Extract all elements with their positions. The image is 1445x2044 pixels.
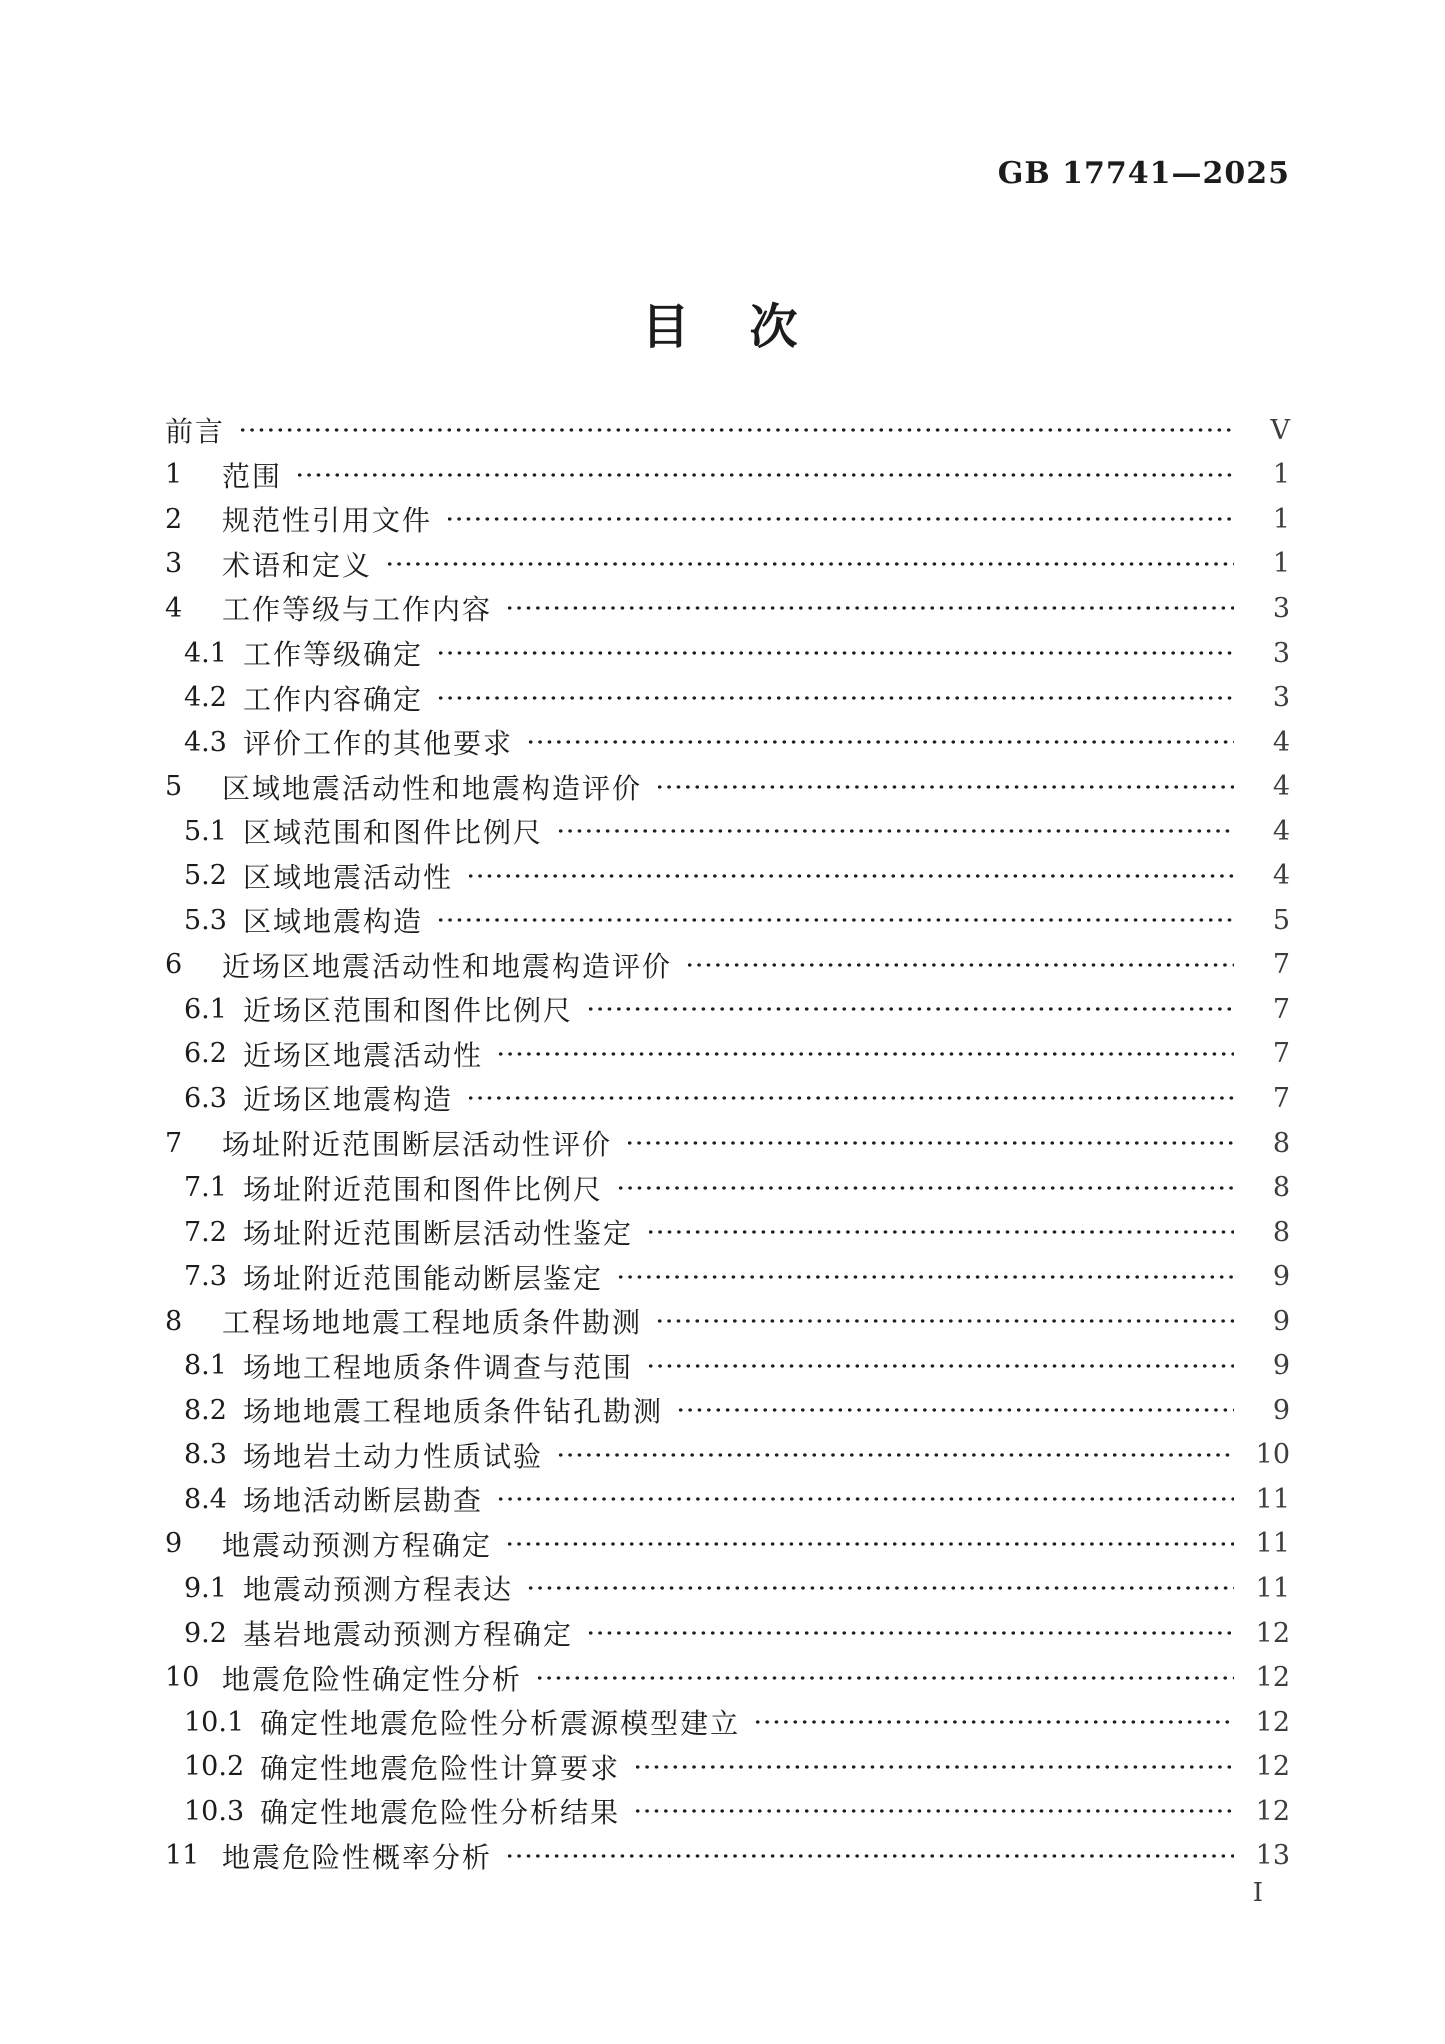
toc-entry-number: 4.1 xyxy=(184,637,227,669)
toc-entry-label: 规范性引用文件 xyxy=(222,504,433,538)
toc-entry-label: 场址附近范围断层活动性评价 xyxy=(222,1128,613,1162)
toc-entry xyxy=(165,1477,1290,1522)
toc-entry-number: 10.1 xyxy=(184,1706,245,1738)
toc-entry-page: 3 xyxy=(1272,637,1290,669)
toc-entry-number: 3 xyxy=(165,548,183,580)
toc-entry-label: 区域地震构造 xyxy=(242,905,423,939)
toc-entry xyxy=(165,1388,1290,1433)
toc-entry xyxy=(165,453,1290,498)
dot-leader xyxy=(753,1719,1234,1725)
toc-entry-page: 7 xyxy=(1272,1082,1290,1114)
toc-entry-number: 4.3 xyxy=(184,726,227,758)
toc-entry-page: 9 xyxy=(1272,1261,1290,1293)
toc-entry-label: 场地地震工程地质条件钻孔勘测 xyxy=(242,1395,663,1429)
toc-entry xyxy=(165,586,1290,631)
toc-entry-page: 12 xyxy=(1255,1751,1290,1783)
toc-entry xyxy=(165,987,1290,1032)
page-number: I xyxy=(1252,1878,1263,1908)
toc-entry xyxy=(165,1165,1290,1210)
toc-entry-page: 1 xyxy=(1272,548,1290,580)
toc-entry-number: 4 xyxy=(165,592,183,624)
toc-entry-label: 区域地震活动性 xyxy=(242,860,453,894)
toc-entry-label: 确定性地震危险性计算要求 xyxy=(260,1751,621,1785)
toc-entry-label: 地震危险性确定性分析 xyxy=(222,1662,523,1696)
toc-entry xyxy=(165,1121,1290,1166)
toc-entry-page: 1 xyxy=(1272,503,1290,535)
toc-entry xyxy=(165,1655,1290,1700)
toc-entry-label: 范围 xyxy=(222,459,283,493)
dot-leader xyxy=(625,1140,1234,1146)
toc-entry-label: 评价工作的其他要求 xyxy=(242,727,513,761)
dot-leader xyxy=(385,561,1234,567)
toc-entry-page: 9 xyxy=(1272,1305,1290,1337)
dot-leader xyxy=(586,1630,1234,1636)
dot-leader xyxy=(505,605,1234,611)
toc-entry-page: 12 xyxy=(1255,1617,1290,1649)
toc-entry xyxy=(165,1566,1290,1611)
toc-entry-page: 12 xyxy=(1255,1662,1290,1694)
toc-entry-number: 11 xyxy=(165,1840,200,1872)
toc-entry-page: 3 xyxy=(1272,592,1290,624)
toc-entry-page: 12 xyxy=(1255,1706,1290,1738)
toc-entry-number: 8.1 xyxy=(184,1350,227,1382)
toc-entry xyxy=(165,1611,1290,1656)
toc-entry-page: 4 xyxy=(1272,726,1290,758)
toc-entry xyxy=(165,809,1290,854)
toc-entry xyxy=(165,1032,1290,1077)
dot-leader xyxy=(526,739,1234,745)
toc-entry xyxy=(165,1744,1290,1789)
dot-leader xyxy=(556,1452,1234,1458)
toc-entry xyxy=(165,1834,1290,1879)
toc-entry-page: 8 xyxy=(1272,1127,1290,1159)
toc-entry-page: 4 xyxy=(1272,815,1290,847)
toc-entry-page: 9 xyxy=(1272,1350,1290,1382)
toc-entry-page: 12 xyxy=(1255,1795,1290,1827)
toc-entry-label: 前言 xyxy=(165,415,226,449)
dot-leader xyxy=(496,1496,1234,1502)
toc-entry-label: 地震动预测方程表达 xyxy=(242,1573,513,1607)
dot-leader xyxy=(616,1274,1234,1280)
toc-entry-page: 4 xyxy=(1272,860,1290,892)
toc-entry xyxy=(165,1210,1290,1255)
toc-entry-number: 5.3 xyxy=(184,904,227,936)
toc-entry-label: 工作等级确定 xyxy=(242,638,423,671)
toc-entry-label: 基岩地震动预测方程确定 xyxy=(242,1618,573,1652)
toc-entry-page: 3 xyxy=(1272,682,1290,714)
toc-entry-number: 5.2 xyxy=(184,860,227,892)
toc-entry-label: 工程场地地震工程地质条件勘测 xyxy=(222,1306,643,1340)
toc-entry-label: 场址附近范围断层活动性鉴定 xyxy=(242,1217,633,1251)
toc-entry xyxy=(165,1254,1290,1299)
toc-entry-label: 近场区地震活动性 xyxy=(242,1038,483,1072)
toc-entry-number: 5.1 xyxy=(184,815,227,847)
dot-leader xyxy=(586,1006,1234,1012)
toc-entry xyxy=(165,943,1290,988)
toc-entry-number: 4.2 xyxy=(184,682,227,714)
toc-entry-number: 6 xyxy=(165,949,183,981)
toc-entry-number: 10.2 xyxy=(184,1751,245,1783)
toc-entry-number: 7.1 xyxy=(184,1172,227,1204)
dot-leader xyxy=(496,1051,1234,1057)
toc-entry xyxy=(165,675,1290,720)
toc-entry-number: 6.2 xyxy=(184,1038,227,1070)
toc-entry-page: 5 xyxy=(1272,904,1290,936)
toc-entry xyxy=(165,898,1290,943)
dot-leader xyxy=(466,873,1234,879)
toc-entry xyxy=(165,853,1290,898)
dot-leader xyxy=(505,1853,1234,1859)
toc-entry-number: 9.2 xyxy=(184,1617,227,1649)
toc-entry-number: 6.3 xyxy=(184,1082,227,1114)
toc-entry xyxy=(165,497,1290,542)
toc-entry-label: 术语和定义 xyxy=(222,548,373,582)
toc-entry-number: 8.4 xyxy=(184,1483,227,1515)
toc-entry-page: 1 xyxy=(1272,459,1290,491)
toc-entry-page: 4 xyxy=(1272,771,1290,803)
toc-entry-page: 11 xyxy=(1255,1528,1290,1560)
toc-entry xyxy=(165,631,1290,676)
toc-entry-page: 13 xyxy=(1255,1840,1290,1872)
toc-entry xyxy=(165,542,1290,587)
toc-entry-label: 区域地震活动性和地震构造评价 xyxy=(222,771,643,805)
dot-leader xyxy=(633,1808,1234,1814)
toc-entry-label: 场地岩土动力性质试验 xyxy=(242,1439,543,1473)
toc-entry-page: 10 xyxy=(1255,1439,1290,1471)
dot-leader xyxy=(466,1095,1234,1101)
dot-leader xyxy=(676,1407,1234,1413)
toc-entry-number: 10.3 xyxy=(184,1795,245,1827)
toc-entry-label: 地震危险性概率分析 xyxy=(222,1840,493,1874)
toc-entry-number: 7 xyxy=(165,1127,183,1159)
toc-entry xyxy=(165,720,1290,765)
dot-leader xyxy=(505,1541,1234,1547)
toc-entry-label: 确定性地震危险性分析结果 xyxy=(260,1796,621,1830)
dot-leader xyxy=(616,1185,1234,1191)
toc-entry-number: 8.3 xyxy=(184,1439,227,1471)
toc-entry-page: 11 xyxy=(1255,1483,1290,1515)
dot-leader xyxy=(295,472,1234,478)
toc-entry-page: 7 xyxy=(1272,1038,1290,1070)
dot-leader xyxy=(436,695,1234,701)
toc-entry xyxy=(165,1299,1290,1344)
toc-entry-label: 近场区地震构造 xyxy=(242,1083,453,1117)
dot-leader xyxy=(436,917,1234,923)
toc-entry-page: 8 xyxy=(1272,1216,1290,1248)
toc-entry-label: 近场区地震活动性和地震构造评价 xyxy=(222,949,673,983)
toc-entry-label: 区域范围和图件比例尺 xyxy=(242,816,543,850)
toc-entry xyxy=(165,1522,1290,1567)
toc-entry-page: 7 xyxy=(1272,993,1290,1025)
toc-entry-number: 7.2 xyxy=(184,1216,227,1248)
toc-entry-number: 5 xyxy=(165,771,183,803)
toc-entry-number: 1 xyxy=(165,459,183,491)
dot-leader xyxy=(646,1229,1234,1235)
toc-entry-label: 场地活动断层勘查 xyxy=(242,1484,483,1518)
toc-entry-number: 8.2 xyxy=(184,1394,227,1426)
dot-leader xyxy=(238,427,1234,433)
toc-list xyxy=(165,408,1290,1878)
dot-leader xyxy=(445,516,1234,522)
toc-entry-number: 7.3 xyxy=(184,1261,227,1293)
dot-leader xyxy=(646,1363,1234,1369)
toc-entry xyxy=(165,1433,1290,1478)
dot-leader xyxy=(685,962,1234,968)
dot-leader xyxy=(535,1675,1234,1681)
toc-entry-number: 6.1 xyxy=(184,993,227,1025)
toc-entry xyxy=(165,408,1290,453)
toc-title: 目 次 xyxy=(641,299,804,355)
toc-entry-number: 2 xyxy=(165,503,183,535)
toc-entry-page: 11 xyxy=(1255,1572,1290,1604)
toc-entry-label: 近场区范围和图件比例尺 xyxy=(242,994,573,1028)
toc-entry-label: 确定性地震危险性分析震源模型建立 xyxy=(260,1707,741,1741)
toc-entry-label: 地震动预测方程确定 xyxy=(222,1528,493,1562)
dot-leader xyxy=(633,1764,1234,1770)
toc-entry-label: 工作等级与工作内容 xyxy=(222,593,493,627)
toc-entry-label: 场地工程地质条件调查与范围 xyxy=(242,1350,633,1384)
dot-leader xyxy=(556,828,1234,834)
toc-entry-label: 场址附近范围能动断层鉴定 xyxy=(242,1261,603,1295)
toc-entry xyxy=(165,1343,1290,1388)
toc-entry-label: 工作内容确定 xyxy=(242,682,423,716)
toc-entry-number: 8 xyxy=(165,1305,183,1337)
toc-entry-page: 9 xyxy=(1272,1394,1290,1426)
toc-entry-page: 7 xyxy=(1272,949,1290,981)
standard-number: GB 17741—2025 xyxy=(997,156,1290,191)
dot-leader xyxy=(655,1318,1234,1324)
toc-entry-label: 场址附近范围和图件比例尺 xyxy=(242,1172,603,1206)
toc-entry-number: 10 xyxy=(165,1662,200,1694)
toc-entry-page: V xyxy=(1270,414,1290,446)
dot-leader xyxy=(526,1585,1234,1591)
toc-entry-page: 8 xyxy=(1272,1172,1290,1204)
toc-entry xyxy=(165,1789,1290,1834)
toc-entry-number: 9 xyxy=(165,1528,183,1560)
toc-entry xyxy=(165,1076,1290,1121)
toc-entry xyxy=(165,764,1290,809)
dot-leader xyxy=(655,784,1234,790)
toc-entry-number: 9.1 xyxy=(184,1572,227,1604)
toc-entry xyxy=(165,1700,1290,1745)
dot-leader xyxy=(436,650,1234,656)
